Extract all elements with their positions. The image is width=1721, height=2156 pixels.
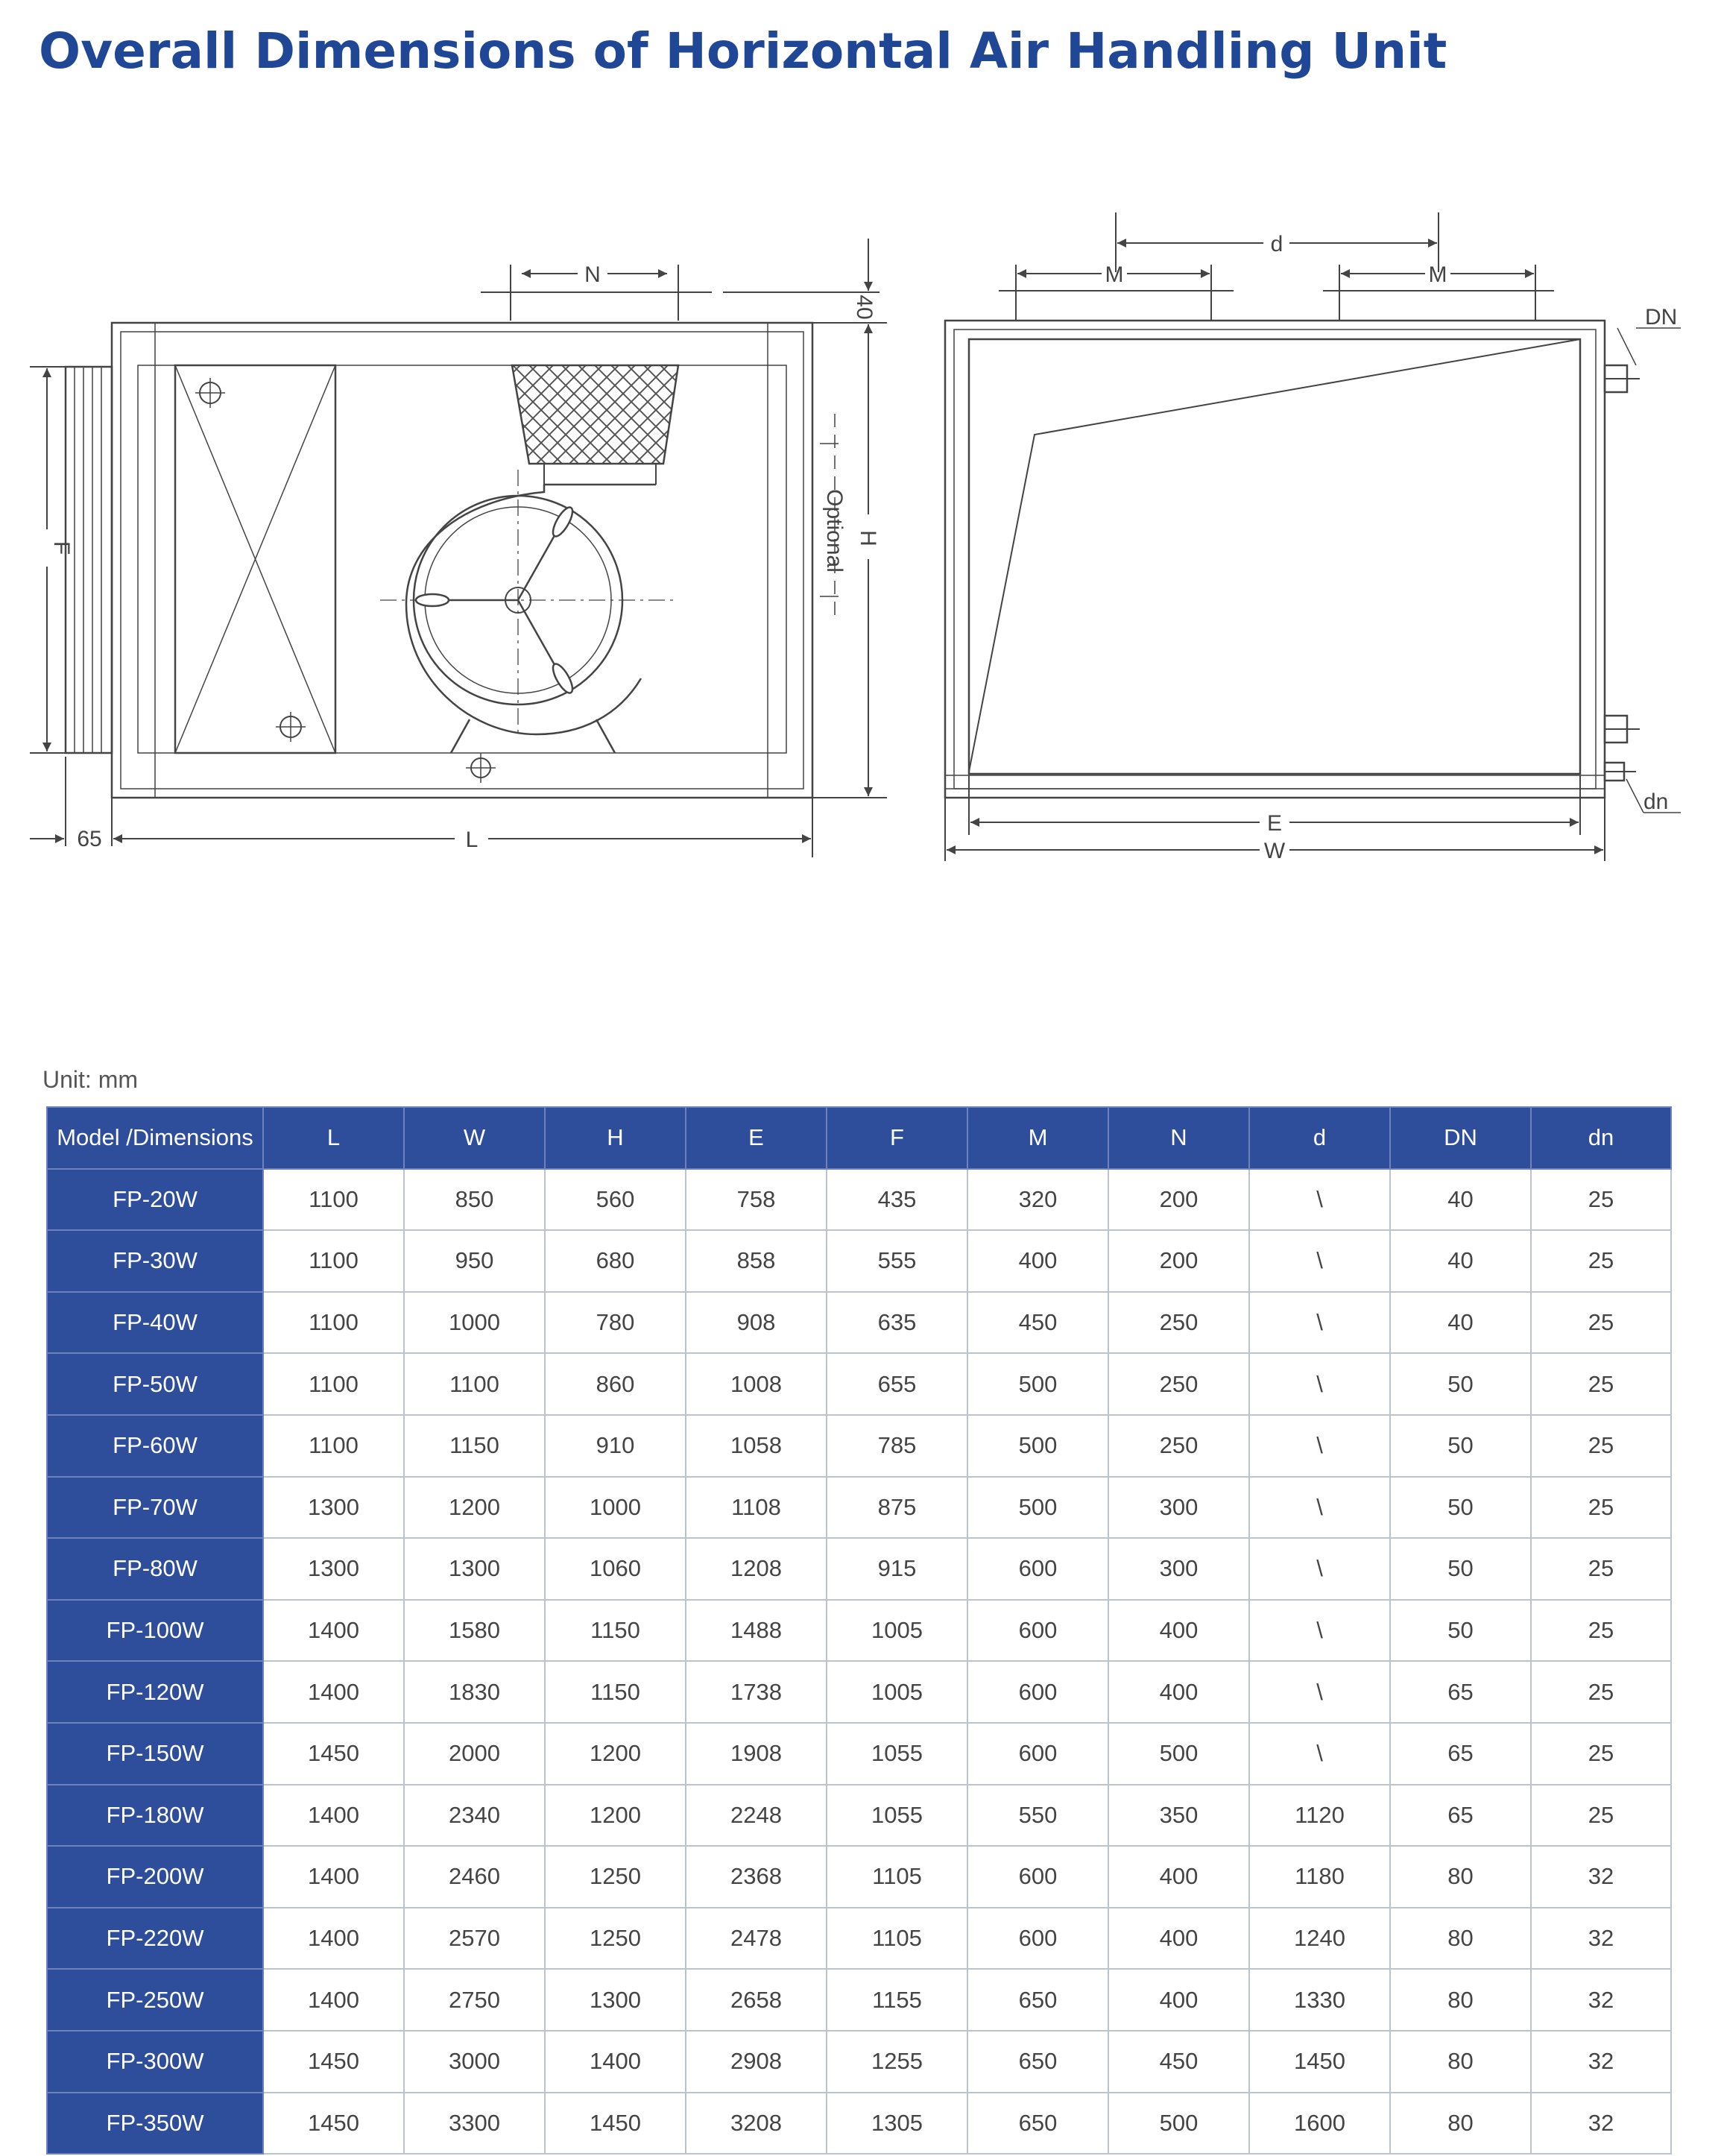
model-cell: FP-200W xyxy=(47,1846,263,1908)
side-inner-panel xyxy=(138,365,786,753)
value-cell: 860 xyxy=(545,1353,686,1415)
value-cell: 80 xyxy=(1390,2031,1531,2093)
value-cell: 1100 xyxy=(263,1169,404,1231)
value-cell: 1250 xyxy=(545,1908,686,1970)
value-cell: 450 xyxy=(967,1292,1108,1354)
value-cell: 1100 xyxy=(404,1353,545,1415)
value-cell: 858 xyxy=(686,1230,827,1292)
table-row xyxy=(47,1292,1671,1354)
value-cell: 500 xyxy=(1108,1723,1249,1785)
value-cell: 40 xyxy=(1390,1169,1531,1231)
value-cell: 1105 xyxy=(827,1846,967,1908)
value-cell: 25 xyxy=(1531,1169,1671,1231)
value-cell: 50 xyxy=(1390,1477,1531,1539)
value-cell: 1000 xyxy=(545,1477,686,1539)
value-cell: 555 xyxy=(827,1230,967,1292)
model-cell: FP-100W xyxy=(47,1600,263,1662)
value-cell: 3000 xyxy=(404,2031,545,2093)
technical-drawing xyxy=(0,179,1721,924)
value-cell: 1155 xyxy=(827,1969,967,2031)
value-cell: 1450 xyxy=(1249,2031,1390,2093)
value-cell: \ xyxy=(1249,1292,1390,1354)
value-cell: 1488 xyxy=(686,1600,827,1662)
value-cell: 1055 xyxy=(827,1723,967,1785)
header-m: M xyxy=(967,1107,1108,1169)
value-cell: 2340 xyxy=(404,1785,545,1847)
value-cell: 1450 xyxy=(263,2031,404,2093)
value-cell: 2368 xyxy=(686,1846,827,1908)
value-cell: 1400 xyxy=(263,1969,404,2031)
value-cell: 50 xyxy=(1390,1538,1531,1600)
model-cell: FP-350W xyxy=(47,2093,263,2155)
value-cell: 25 xyxy=(1531,1785,1671,1847)
table-row xyxy=(47,1169,1671,1231)
value-cell: \ xyxy=(1249,1661,1390,1723)
value-cell: 1108 xyxy=(686,1477,827,1539)
value-cell: 25 xyxy=(1531,1600,1671,1662)
value-cell: 50 xyxy=(1390,1600,1531,1662)
label-L: L xyxy=(465,828,479,852)
value-cell: \ xyxy=(1249,1538,1390,1600)
value-cell: 680 xyxy=(545,1230,686,1292)
value-cell: 600 xyxy=(967,1600,1108,1662)
unit-label: Unit: mm xyxy=(42,1066,138,1093)
value-cell: 25 xyxy=(1531,1538,1671,1600)
value-cell: 2478 xyxy=(686,1908,827,1970)
value-cell: 1060 xyxy=(545,1538,686,1600)
value-cell: 3300 xyxy=(404,2093,545,2155)
header-h: H xyxy=(545,1107,686,1169)
value-cell: 32 xyxy=(1531,1969,1671,2031)
value-cell: 32 xyxy=(1531,2031,1671,2093)
value-cell: 780 xyxy=(545,1292,686,1354)
header-d: d xyxy=(1249,1107,1390,1169)
model-cell: FP-220W xyxy=(47,1908,263,1970)
value-cell: 1100 xyxy=(263,1292,404,1354)
value-cell: 500 xyxy=(967,1353,1108,1415)
value-cell: 2460 xyxy=(404,1846,545,1908)
header-model: Model /Dimensions xyxy=(47,1107,263,1169)
value-cell: 500 xyxy=(1108,2093,1249,2155)
value-cell: 65 xyxy=(1390,1661,1531,1723)
front-view xyxy=(945,321,1640,798)
table-row xyxy=(47,1230,1671,1292)
value-cell: 1400 xyxy=(263,1785,404,1847)
value-cell: 40 xyxy=(1390,1292,1531,1354)
value-cell: 1150 xyxy=(545,1661,686,1723)
model-cell: FP-50W xyxy=(47,1353,263,1415)
value-cell: 25 xyxy=(1531,1477,1671,1539)
value-cell: 1100 xyxy=(263,1415,404,1477)
value-cell: 1400 xyxy=(263,1846,404,1908)
label-N: N xyxy=(584,262,601,287)
value-cell: 300 xyxy=(1108,1477,1249,1539)
value-cell: 1008 xyxy=(686,1353,827,1415)
value-cell: 600 xyxy=(967,1661,1108,1723)
value-cell: 1000 xyxy=(404,1292,545,1354)
value-cell: 1400 xyxy=(263,1661,404,1723)
value-cell: 1450 xyxy=(545,2093,686,2155)
table-row xyxy=(47,1600,1671,1662)
value-cell: 1400 xyxy=(263,1600,404,1662)
value-cell: 1200 xyxy=(545,1723,686,1785)
blower-housing xyxy=(406,485,656,734)
value-cell: 1300 xyxy=(545,1969,686,2031)
side-outer-casing xyxy=(112,323,812,798)
value-cell: 1005 xyxy=(827,1600,967,1662)
value-cell: 600 xyxy=(967,1908,1108,1970)
value-cell: 25 xyxy=(1531,1661,1671,1723)
value-cell: 560 xyxy=(545,1169,686,1231)
value-cell: 1580 xyxy=(404,1600,545,1662)
value-cell: 500 xyxy=(967,1477,1108,1539)
value-cell: 1738 xyxy=(686,1661,827,1723)
label-E: E xyxy=(1266,811,1283,836)
value-cell: 80 xyxy=(1390,1846,1531,1908)
value-cell: 655 xyxy=(827,1353,967,1415)
value-cell: 32 xyxy=(1531,1846,1671,1908)
value-cell: 1105 xyxy=(827,1908,967,1970)
value-cell: 250 xyxy=(1108,1353,1249,1415)
table-row xyxy=(47,1353,1671,1415)
value-cell: 50 xyxy=(1390,1415,1531,1477)
value-cell: 1908 xyxy=(686,1723,827,1785)
value-cell: 250 xyxy=(1108,1415,1249,1477)
table-row xyxy=(47,1477,1671,1539)
value-cell: 550 xyxy=(967,1785,1108,1847)
value-cell: 950 xyxy=(404,1230,545,1292)
model-cell: FP-250W xyxy=(47,1969,263,2031)
value-cell: 50 xyxy=(1390,1353,1531,1415)
value-cell: 1400 xyxy=(545,2031,686,2093)
dimensions-table xyxy=(46,1106,1672,2155)
value-cell: 200 xyxy=(1108,1169,1249,1231)
value-cell: 758 xyxy=(686,1169,827,1231)
value-cell: 600 xyxy=(967,1538,1108,1600)
value-cell: 1330 xyxy=(1249,1969,1390,2031)
front-inner-panel xyxy=(969,339,1580,774)
value-cell: 350 xyxy=(1108,1785,1249,1847)
value-cell: 32 xyxy=(1531,1908,1671,1970)
value-cell: \ xyxy=(1249,1477,1390,1539)
model-cell: FP-180W xyxy=(47,1785,263,1847)
value-cell: 650 xyxy=(967,2093,1108,2155)
value-cell: 320 xyxy=(967,1169,1108,1231)
value-cell: 650 xyxy=(967,2031,1108,2093)
side-view xyxy=(66,323,839,798)
value-cell: \ xyxy=(1249,1169,1390,1231)
value-cell: 915 xyxy=(827,1538,967,1600)
value-cell: 1250 xyxy=(545,1846,686,1908)
value-cell: 450 xyxy=(1108,2031,1249,2093)
value-cell: 200 xyxy=(1108,1230,1249,1292)
table-row xyxy=(47,1538,1671,1600)
table-header-row xyxy=(47,1107,1671,1169)
value-cell: 1180 xyxy=(1249,1846,1390,1908)
header-dn: DN xyxy=(1390,1107,1531,1169)
label-d: d xyxy=(1270,232,1283,256)
value-cell: \ xyxy=(1249,1230,1390,1292)
value-cell: 600 xyxy=(967,1846,1108,1908)
value-cell: 1400 xyxy=(263,1908,404,1970)
value-cell: 80 xyxy=(1390,1969,1531,2031)
value-cell: 650 xyxy=(967,1969,1108,2031)
label-optional: Optional xyxy=(822,489,847,573)
value-cell: 25 xyxy=(1531,1723,1671,1785)
value-cell: \ xyxy=(1249,1353,1390,1415)
page-title: Overall Dimensions of Horizontal Air Handling Unit xyxy=(39,22,1447,80)
model-cell: FP-120W xyxy=(47,1661,263,1723)
table-row xyxy=(47,2093,1671,2155)
value-cell: 1450 xyxy=(263,2093,404,2155)
value-cell: 80 xyxy=(1390,1908,1531,1970)
label-M-left: M xyxy=(1105,262,1124,287)
value-cell: 25 xyxy=(1531,1230,1671,1292)
model-cell: FP-70W xyxy=(47,1477,263,1539)
header-f: F xyxy=(827,1107,967,1169)
model-cell: FP-40W xyxy=(47,1292,263,1354)
value-cell: 2908 xyxy=(686,2031,827,2093)
value-cell: 1005 xyxy=(827,1661,967,1723)
table-row xyxy=(47,1723,1671,1785)
value-cell: 400 xyxy=(1108,1908,1249,1970)
model-cell: FP-20W xyxy=(47,1169,263,1231)
value-cell: 300 xyxy=(1108,1538,1249,1600)
label-40: 40 xyxy=(852,294,877,320)
table-row xyxy=(47,1846,1671,1908)
value-cell: 435 xyxy=(827,1169,967,1231)
value-cell: 3208 xyxy=(686,2093,827,2155)
table-row xyxy=(47,1908,1671,1970)
value-cell: 80 xyxy=(1390,2093,1531,2155)
header-l: L xyxy=(263,1107,404,1169)
value-cell: 1200 xyxy=(404,1477,545,1539)
coil-line xyxy=(969,339,1580,772)
value-cell: 400 xyxy=(1108,1969,1249,2031)
value-cell: 1240 xyxy=(1249,1908,1390,1970)
value-cell: 25 xyxy=(1531,1353,1671,1415)
value-cell: 2570 xyxy=(404,1908,545,1970)
value-cell: 65 xyxy=(1390,1723,1531,1785)
model-cell: FP-60W xyxy=(47,1415,263,1477)
value-cell: 40 xyxy=(1390,1230,1531,1292)
value-cell: 25 xyxy=(1531,1292,1671,1354)
value-cell: 1300 xyxy=(404,1538,545,1600)
header-dn: dn xyxy=(1531,1107,1671,1169)
value-cell: 250 xyxy=(1108,1292,1249,1354)
value-cell: 600 xyxy=(967,1723,1108,1785)
value-cell: 2658 xyxy=(686,1969,827,2031)
value-cell: 785 xyxy=(827,1415,967,1477)
side-flange xyxy=(66,367,112,753)
value-cell: \ xyxy=(1249,1415,1390,1477)
value-cell: 1055 xyxy=(827,1785,967,1847)
table-row xyxy=(47,2031,1671,2093)
value-cell: 1300 xyxy=(263,1538,404,1600)
value-cell: 400 xyxy=(1108,1600,1249,1662)
value-cell: 635 xyxy=(827,1292,967,1354)
table-row xyxy=(47,1415,1671,1477)
value-cell: 1208 xyxy=(686,1538,827,1600)
value-cell: 500 xyxy=(967,1415,1108,1477)
model-cell: FP-30W xyxy=(47,1230,263,1292)
label-F: F xyxy=(49,540,74,555)
value-cell: 875 xyxy=(827,1477,967,1539)
model-cell: FP-150W xyxy=(47,1723,263,1785)
value-cell: 1058 xyxy=(686,1415,827,1477)
header-n: N xyxy=(1108,1107,1249,1169)
value-cell: 32 xyxy=(1531,2093,1671,2155)
value-cell: 400 xyxy=(1108,1661,1249,1723)
value-cell: 1100 xyxy=(263,1353,404,1415)
value-cell: 908 xyxy=(686,1292,827,1354)
value-cell: 400 xyxy=(1108,1846,1249,1908)
label-65: 65 xyxy=(77,827,102,851)
value-cell: 2000 xyxy=(404,1723,545,1785)
value-cell: 65 xyxy=(1390,1785,1531,1847)
value-cell: 850 xyxy=(404,1169,545,1231)
value-cell: 1200 xyxy=(545,1785,686,1847)
value-cell: 1120 xyxy=(1249,1785,1390,1847)
value-cell: \ xyxy=(1249,1723,1390,1785)
value-cell: 1300 xyxy=(263,1477,404,1539)
model-cell: FP-300W xyxy=(47,2031,263,2093)
label-dn: dn xyxy=(1643,789,1669,814)
value-cell: 400 xyxy=(967,1230,1108,1292)
value-cell: 1600 xyxy=(1249,2093,1390,2155)
label-DN: DN xyxy=(1645,305,1678,330)
value-cell: 1150 xyxy=(404,1415,545,1477)
value-cell: 2248 xyxy=(686,1785,827,1847)
label-H: H xyxy=(856,530,880,546)
value-cell: 25 xyxy=(1531,1415,1671,1477)
value-cell: 1255 xyxy=(827,2031,967,2093)
table-body xyxy=(47,1169,1671,2155)
value-cell: 910 xyxy=(545,1415,686,1477)
value-cell: \ xyxy=(1249,1600,1390,1662)
filter-mesh xyxy=(512,365,678,464)
table-row xyxy=(47,1969,1671,2031)
value-cell: 2750 xyxy=(404,1969,545,2031)
header-w: W xyxy=(404,1107,545,1169)
value-cell: 1150 xyxy=(545,1600,686,1662)
model-cell: FP-80W xyxy=(47,1538,263,1600)
table-row xyxy=(47,1785,1671,1847)
label-W: W xyxy=(1263,839,1286,863)
value-cell: 1305 xyxy=(827,2093,967,2155)
value-cell: 1450 xyxy=(263,1723,404,1785)
header-e: E xyxy=(686,1107,827,1169)
value-cell: 1830 xyxy=(404,1661,545,1723)
value-cell: 1100 xyxy=(263,1230,404,1292)
label-M-right: M xyxy=(1428,262,1447,287)
table-row xyxy=(47,1661,1671,1723)
